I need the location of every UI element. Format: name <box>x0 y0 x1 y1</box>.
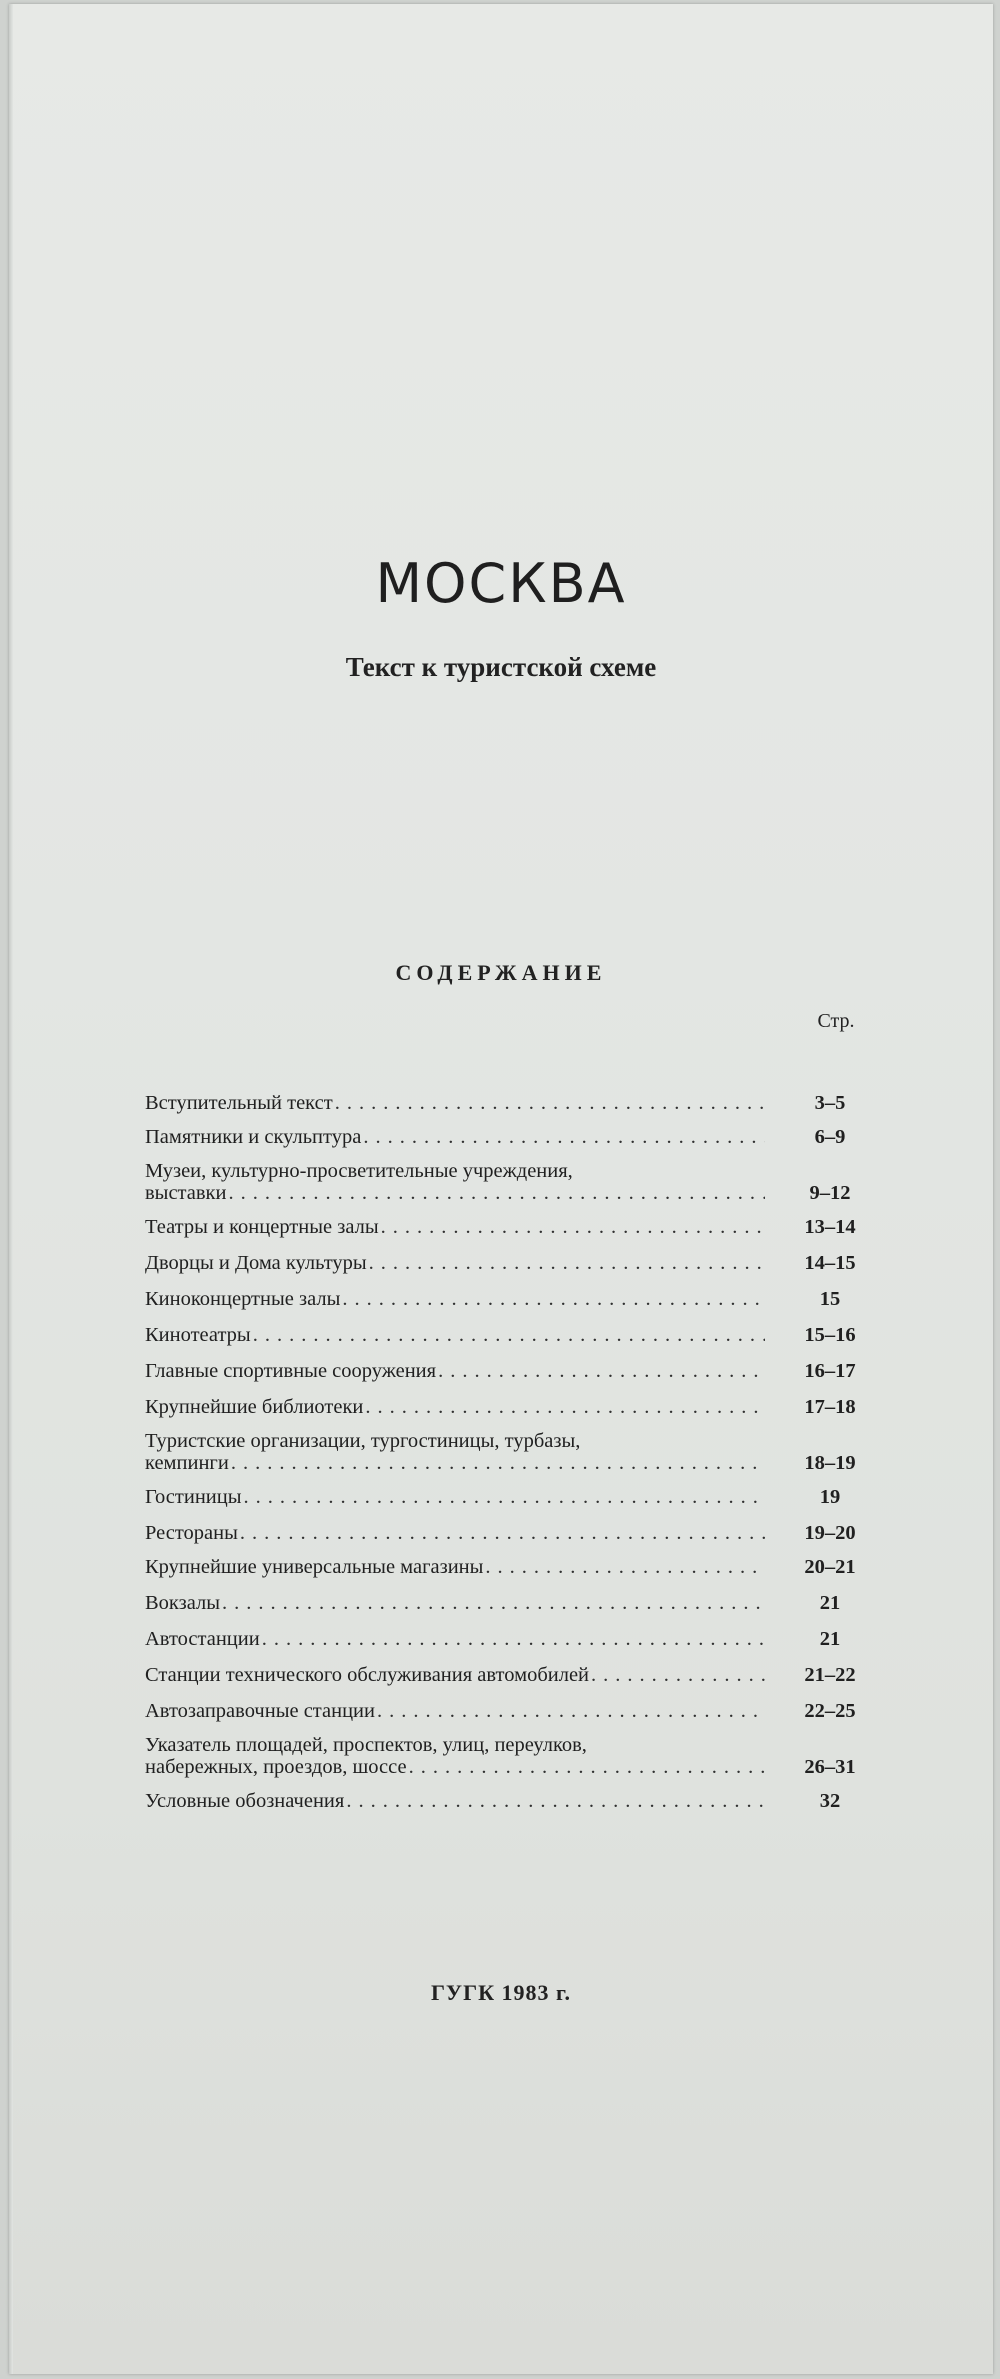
toc-entry-pages: 19 <box>819 1486 841 1508</box>
dot-leader <box>253 1324 765 1346</box>
toc-entry <box>145 1160 885 1204</box>
brochure-page <box>9 4 993 2374</box>
toc-entry-pages: 6–9 <box>814 1126 846 1148</box>
toc-entry-title: Рестораны <box>145 1522 238 1544</box>
toc-entry-pages: 18–19 <box>804 1452 856 1474</box>
toc-entry-pages: 32 <box>819 1790 841 1812</box>
toc-entry-title: Вокзалы <box>145 1592 220 1614</box>
toc-entry-title: выставки <box>145 1182 227 1204</box>
toc-entry-line <box>145 1556 765 1578</box>
contents-heading: СОДЕРЖАНИЕ <box>395 960 607 985</box>
toc-entry-pages: 21 <box>819 1628 841 1650</box>
toc-entry-line <box>145 1756 765 1778</box>
dot-leader <box>365 1396 765 1418</box>
toc-entry-pages: 21 <box>819 1592 841 1614</box>
toc-entry-title: набережных, проездов, шоссе <box>145 1756 407 1778</box>
dot-leader <box>335 1092 765 1114</box>
toc-entry-line <box>145 1790 765 1812</box>
toc-entry-title: Памятники и скульптура <box>145 1126 362 1148</box>
dot-leader <box>381 1216 765 1238</box>
toc-entry-pages: 19–20 <box>804 1522 856 1544</box>
dot-leader <box>240 1522 765 1544</box>
toc-entry-pages: 14–15 <box>804 1252 856 1274</box>
toc-entry-title: Кинотеатры <box>145 1324 251 1346</box>
toc-entry-line <box>145 1628 765 1650</box>
toc-entry-pages: 13–14 <box>804 1216 856 1238</box>
dot-leader <box>377 1700 765 1722</box>
dot-leader <box>244 1486 765 1508</box>
toc-entry-line <box>145 1324 765 1346</box>
dot-leader <box>591 1664 765 1686</box>
dot-leader <box>409 1756 765 1778</box>
toc-entry <box>145 1360 885 1382</box>
toc-entry-title: Гостиницы <box>145 1486 242 1508</box>
toc-entry <box>145 1556 885 1578</box>
toc-entry-pages: 15–16 <box>804 1324 856 1346</box>
toc-entry-title: Крупнейшие библиотеки <box>145 1396 364 1418</box>
toc-entry <box>145 1288 885 1310</box>
toc-entry-pages: 3–5 <box>814 1092 846 1114</box>
toc-entry-pages: 21–22 <box>804 1664 856 1686</box>
table-of-contents <box>145 1080 885 1812</box>
toc-entry-title: Театры и концертные залы <box>145 1216 379 1238</box>
document-title: МОСКВА <box>375 552 627 615</box>
toc-entry-title: Киноконцертные залы <box>145 1288 341 1310</box>
toc-entry-title-line1: Туристские организации, тургостиницы, турбазы, <box>145 1430 581 1452</box>
dot-leader <box>438 1360 765 1382</box>
toc-entry <box>145 1664 885 1686</box>
toc-entry-line <box>145 1126 765 1148</box>
dot-leader <box>231 1452 765 1474</box>
dot-leader <box>485 1556 765 1578</box>
toc-entry-pages: 17–18 <box>804 1396 856 1418</box>
toc-entry-line <box>145 1592 765 1614</box>
toc-entry <box>145 1396 885 1418</box>
dot-leader <box>222 1592 765 1614</box>
toc-entry-line <box>145 1216 765 1238</box>
toc-entry <box>145 1700 885 1722</box>
toc-entry <box>145 1324 885 1346</box>
toc-entry-title-line1: Музеи, культурно-просветительные учреждения, <box>145 1160 573 1182</box>
toc-entry-title: Автостанции <box>145 1628 260 1650</box>
toc-entry-title: кемпинги <box>145 1452 229 1474</box>
toc-entry-line <box>145 1486 765 1508</box>
toc-entry-line <box>145 1092 765 1114</box>
page-column-label: Стр. <box>817 1010 855 1032</box>
toc-entry-line <box>145 1522 765 1544</box>
toc-entry-title: Условные обозначения <box>145 1790 345 1812</box>
dot-leader <box>369 1252 765 1274</box>
toc-entry-title: Станции технического обслуживания автомобилей <box>145 1664 590 1686</box>
toc-entry-pages: 20–21 <box>804 1556 856 1578</box>
toc-entry-title: Крупнейшие универсальные магазины <box>145 1556 484 1578</box>
page-edge <box>9 4 13 2374</box>
toc-entry-line <box>145 1664 765 1686</box>
toc-entry-title: Дворцы и Дома культуры <box>145 1252 367 1274</box>
toc-entry <box>145 1126 885 1148</box>
toc-entry <box>145 1592 885 1614</box>
toc-entry-line <box>145 1360 765 1382</box>
dot-leader <box>342 1288 765 1310</box>
toc-entry-pages: 9–12 <box>809 1182 851 1204</box>
toc-entry <box>145 1252 885 1274</box>
toc-entry-title: Главные спортивные сооружения <box>145 1360 437 1382</box>
document-subtitle: Текст к туристской схеме <box>345 652 657 682</box>
toc-entry <box>145 1486 885 1508</box>
publisher-imprint: ГУГК 1983 г. <box>430 1980 572 2005</box>
toc-entry-line <box>145 1700 765 1722</box>
toc-entry-pages: 16–17 <box>804 1360 856 1382</box>
toc-entry-line <box>145 1452 765 1474</box>
dot-leader <box>262 1628 765 1650</box>
toc-entry <box>145 1734 885 1778</box>
toc-entry <box>145 1430 885 1474</box>
toc-entry-line <box>145 1288 765 1310</box>
toc-entry-pages: 15 <box>819 1288 841 1310</box>
toc-entry-line <box>145 1182 765 1204</box>
toc-entry <box>145 1092 885 1114</box>
toc-entry <box>145 1628 885 1650</box>
dot-leader <box>228 1182 765 1204</box>
toc-entry-title: Вступительный текст <box>145 1092 333 1114</box>
dot-leader <box>346 1790 765 1812</box>
toc-entry <box>145 1790 885 1812</box>
toc-entry-line <box>145 1252 765 1274</box>
toc-entry <box>145 1216 885 1238</box>
toc-entry-pages: 22–25 <box>804 1700 856 1722</box>
toc-entry-pages: 26–31 <box>804 1756 856 1778</box>
toc-entry-title: Автозаправочные станции <box>145 1700 375 1722</box>
toc-entry <box>145 1522 885 1544</box>
dot-leader <box>363 1126 765 1148</box>
toc-entry-title-line1: Указатель площадей, проспектов, улиц, переулков, <box>145 1734 587 1756</box>
toc-entry-line <box>145 1396 765 1418</box>
